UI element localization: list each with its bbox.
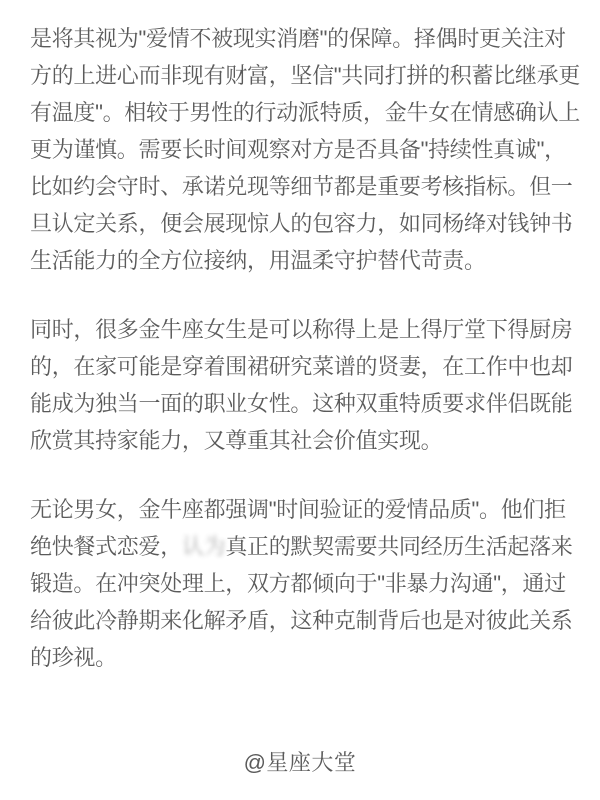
attribution: @星座大堂 <box>243 750 357 775</box>
text-line <box>30 131 575 168</box>
text-line <box>30 385 575 422</box>
text-line <box>30 639 575 676</box>
text-segment: 能成为独当一面的职业女性。这种双重特质要求伴侣既能 <box>30 391 573 416</box>
text-line <box>30 528 575 565</box>
text-line <box>30 57 581 94</box>
text-segment: 真正的默契需要共同经历生活起落来 <box>225 534 573 559</box>
text-line <box>30 422 575 459</box>
text-segment: 更为谨慎。需要长时间观察对方是否具备"持续性真诚"， <box>30 137 566 162</box>
text-line <box>30 311 575 348</box>
text-segment: 的，在家可能是穿着围裙研究菜谱的贤妻，在工作中也却 <box>30 354 573 379</box>
text-line <box>30 168 575 205</box>
text-segment: 的珍视。 <box>30 645 117 670</box>
text-line <box>30 491 575 528</box>
text-segment: 无论男女，金牛座都强调"时间验证的爱情品质"。他们拒 <box>30 497 566 522</box>
text-line <box>30 94 581 131</box>
paragraph <box>30 311 575 459</box>
text-segment: 给彼此冷静期来化解矛盾，这种克制背后也是对彼此关系 <box>30 608 573 633</box>
text-segment: 锻造。在冲突处理上，双方都倾向于"非暴力沟通"，通过 <box>30 571 566 596</box>
blurred-text-segment: 认为 <box>181 534 226 559</box>
text-segment: 旦认定关系，便会展现惊人的包容力，如同杨绛对钱钟书 <box>30 211 573 236</box>
text-line <box>30 205 575 242</box>
text-line <box>30 602 575 639</box>
text-line <box>30 242 575 279</box>
text-line <box>30 20 575 57</box>
text-segment: 欣赏其持家能力，又尊重其社会价值实现。 <box>30 428 443 453</box>
text-segment: 绝快餐式恋爱， <box>30 534 182 559</box>
article-body <box>30 20 581 708</box>
text-segment: 比如约会守时、承诺兑现等细节都是重要考核指标。但一 <box>30 174 573 199</box>
paragraph <box>30 20 581 279</box>
text-segment: 同时，很多金牛座女生是可以称得上是上得厅堂下得厨房 <box>30 317 573 342</box>
text-line <box>30 348 575 385</box>
paragraph <box>30 491 575 676</box>
text-segment: 是将其视为"爱情不被现实消磨"的保障。择偶时更关注对 <box>30 26 566 51</box>
text-segment: 有温度"。相较于男性的行动派特质，金牛女在情感确认上 <box>30 100 581 125</box>
text-segment: 生活能力的全方位接纳，用温柔守护替代苛责。 <box>30 248 486 273</box>
text-line <box>30 565 575 602</box>
text-segment: 方的上进心而非现有财富，坚信"共同打拼的积蓄比继承更 <box>30 63 581 88</box>
